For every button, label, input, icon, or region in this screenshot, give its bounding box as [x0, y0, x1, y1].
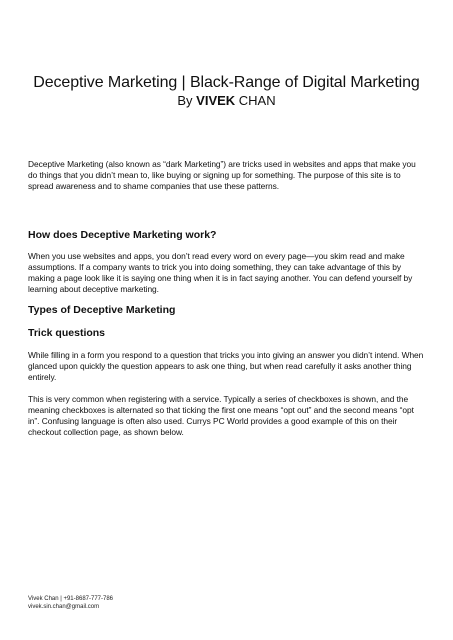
footer-contact-line: Vivek Chan | +91-8687-777-786 [28, 596, 114, 602]
types-heading: Types of Deceptive Marketing [28, 304, 176, 316]
trick-paragraph-1: While filling in a form you respond to a question that tricks you into giving an answer you didn’t intend. When glanced upon quickly the question appears to ask one thing, but when read carefully it asks another thing entirely. [28, 350, 424, 382]
author-last-name: CHAN [235, 93, 276, 108]
trick-text-2-block [28, 394, 426, 438]
trick-heading-block [28, 327, 426, 340]
how-section-heading-block [28, 229, 426, 242]
author-byline [0, 93, 453, 109]
trick-paragraph-2: This is very common when registering with a service. Typically a series of checkboxes is shown, and the meaning checkboxes is alternated so that ticking the first one means “opt out” and the second means “opt in”. Confusing language is often also used. Currys PC World provides a good example of this on their checkout collection page, as shown below. [28, 394, 414, 437]
document-title: Deceptive Marketing | Black-Range of Digital Marketing [33, 74, 420, 91]
how-section-heading: How does Deceptive Marketing work? [28, 229, 217, 241]
intro-paragraph: Deceptive Marketing (also known as “dark Marketing”) are tricks used in websites and apps that make you do things that you didn’t mean to, like buying or signing up for something. The purpose of this site is to spread awareness and to shame companies that use these patterns. [28, 159, 416, 191]
types-heading-block [28, 304, 426, 317]
byline-prefix: By [177, 93, 197, 108]
page-footer [28, 595, 328, 611]
trick-questions-heading: Trick questions [28, 327, 106, 339]
how-section-text-block [28, 251, 426, 295]
trick-text-1-block [28, 350, 426, 383]
author-first-name: VIVEK [196, 93, 236, 108]
footer-email[interactable]: vivek.sin.chan@gmail.com [28, 604, 100, 610]
how-section-paragraph: When you use websites and apps, you don’t read every word on every page—you skim read and make assumptions. If a company wants to trick you into doing something, they can take advantage of this by making a page look like it is saying one thing when it is in fact saying another. You can defend yourself by learning about deceptive marketing. [28, 251, 413, 294]
intro-block [28, 159, 426, 192]
